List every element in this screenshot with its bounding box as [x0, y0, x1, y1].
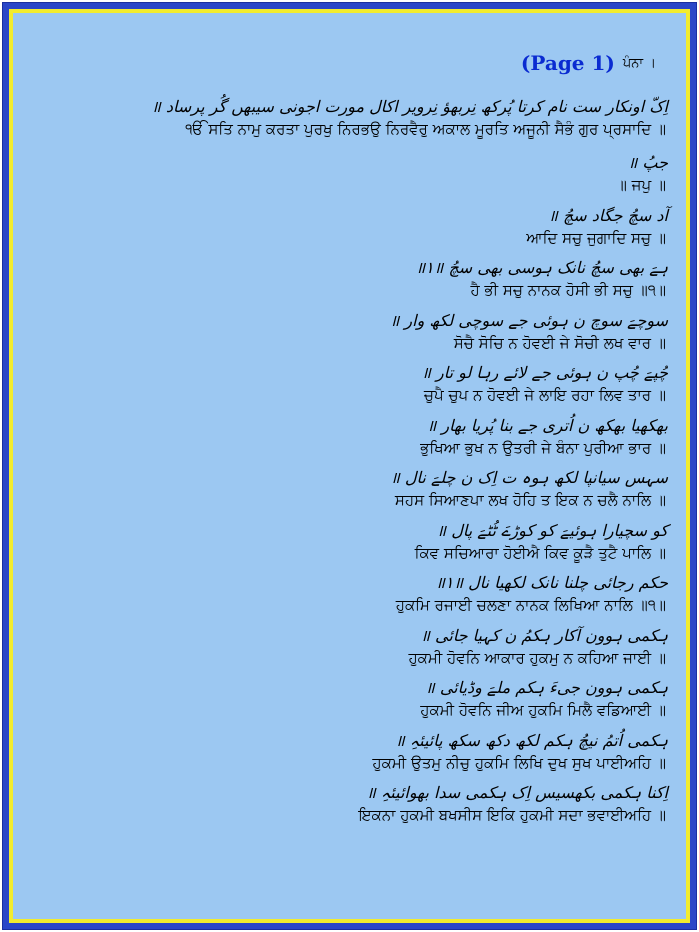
gurmukhi-line: ੴ ਸਤਿ ਨਾਮੁ ਕਰਤਾ ਪੁਰਖੁ ਨਿਰਭਉ ਨਿਰਵੈਰੁ ਅਕਾਲ ਮੂਰਤਿ ਅਜੂਨੀ ਸੈਭੰ ਗੁਰ ਪ੍ਰਸਾਦਿ ॥	[185, 120, 666, 138]
text-panel	[13, 13, 686, 919]
verse-block	[93, 727, 668, 780]
verse-block	[93, 674, 668, 727]
verse-block	[93, 359, 668, 412]
shahmukhi-line: بھکھیا بھکھ ن اُتری جے بنا پُریا بھار ॥	[426, 415, 668, 435]
gurmukhi-line: ਆਦਿ ਸਚੁ ਜੁਗਾਦਿ ਸਚੁ ॥	[526, 228, 666, 247]
shahmukhi-line: جپُ ॥	[627, 153, 668, 172]
verse-block	[93, 622, 668, 675]
shahmukhi-line: ہکمی ہوون آکار ہکمُ ن کہیا جائی ॥	[420, 625, 668, 645]
shahmukhi-line: اِکنا ہکمی بکھسیس اِک ہکمی سدا بھوائیئہِ ॥	[366, 783, 668, 802]
gurmukhi-line: ਹੁਕਮੀ ਹੋਵਨਿ ਆਕਾਰ ਹੁਕਮੁ ਨ ਕਹਿਆ ਜਾਈ ॥	[408, 648, 666, 667]
shahmukhi-line: اِکّ اونکار ست نام کرتا پُرکھ نِربھؤ نِرویر اکال مورت اجونی سیبھں گُر پرساد ॥	[151, 97, 668, 116]
shahmukhi-line: ہکمی ہوون جیءَ ہکم ملےَ وڈیائی ॥	[425, 678, 668, 697]
verse-block	[93, 149, 668, 202]
page-header	[521, 51, 656, 75]
shahmukhi-line: حکم رجائی چلنا نانک لکھیا نال ॥۱॥	[435, 573, 668, 592]
shahmukhi-line: آد سچُ جگاد سچُ ॥	[548, 205, 668, 225]
verse-block	[93, 779, 668, 832]
page-frame	[2, 2, 697, 930]
gurmukhi-line: ਹੁਕਮੀ ਉਤਮੁ ਨੀਚੁ ਹੁਕਮਿ ਲਿਖਿ ਦੁਖ ਸੁਖ ਪਾਈਅਹਿ ॥	[372, 753, 666, 772]
gurmukhi-line: ਹੁਕਮੀ ਹੋਵਨਿ ਜੀਅ ਹੁਕਮਿ ਮਿਲੈ ਵਡਿਆਈ ॥	[420, 701, 666, 719]
shahmukhi-line: سوچےَ سوچ ن ہوئی جے سوچی لکھ وار ॥	[389, 310, 668, 330]
verse-block	[93, 412, 668, 465]
yellow-border	[9, 9, 690, 923]
verse-list	[93, 91, 668, 832]
verse-block	[93, 202, 668, 255]
verse-block	[93, 254, 668, 307]
shahmukhi-line: ہکمی اُتمُ نیچُ ہکم لکھ دکھ سکھ پائیئہِ ॥	[395, 730, 668, 750]
gurmukhi-line: ਇਕਨਾ ਹੁਕਮੀ ਬਖਸੀਸ ਇਕਿ ਹੁਕਮੀ ਸਦਾ ਭਵਾਈਅਹਿ ॥	[358, 806, 666, 824]
gurmukhi-line: ਹੈ ਭੀ ਸਚੁ ਨਾਨਕ ਹੋਸੀ ਭੀ ਸਚੁ ॥੧॥	[470, 281, 666, 299]
verse-block	[93, 569, 668, 622]
shahmukhi-line: کو سچیارا ہوئیےَ کو کوڑےَ ٹُٹےَ پال ॥	[436, 520, 668, 540]
verse-block	[93, 307, 668, 360]
gurmukhi-line: ਸਹਸ ਸਿਆਣਪਾ ਲਖ ਹੋਹਿ ਤ ਇਕ ਨ ਚਲੈ ਨਾਲਿ ॥	[394, 491, 666, 509]
verse-block	[93, 91, 668, 149]
page-label-gurmukhi: ਪੰਨਾ ।	[622, 55, 656, 71]
shahmukhi-line: چُپےَ چُپ ن ہوئی جے لائے رہا لو تار ॥	[421, 363, 668, 382]
verse-block	[93, 517, 668, 570]
gurmukhi-line: ਹੁਕਮਿ ਰਜਾਈ ਚਲਣਾ ਨਾਨਕ ਲਿਖਿਆ ਨਾਲਿ ॥੧॥	[395, 596, 666, 614]
verse-block	[93, 464, 668, 517]
page-label: (Page 1)	[520, 51, 615, 75]
shahmukhi-line: ہےَ بھی سچُ نانک ہوسی بھی سچُ ॥۱॥	[415, 258, 668, 277]
gurmukhi-line: ਭੁਖਿਆ ਭੁਖ ਨ ਉਤਰੀ ਜੇ ਬੰਨਾ ਪੁਰੀਆ ਭਾਰ ॥	[420, 438, 666, 457]
gurmukhi-line: ਕਿਵ ਸਚਿਆਰਾ ਹੋਈਐ ਕਿਵ ਕੂੜੈ ਤੁਟੈ ਪਾਲਿ ॥	[414, 543, 666, 562]
gurmukhi-line: ॥ ਜਪੁ ॥	[616, 176, 666, 194]
gurmukhi-line: ਚੁਪੈ ਚੁਪ ਨ ਹੋਵਈ ਜੇ ਲਾਇ ਰਹਾ ਲਿਵ ਤਾਰ ॥	[423, 386, 666, 404]
shahmukhi-line: سہس سیانپا لکھ ہوہ ت اِک ن چلےَ نال ॥	[390, 468, 668, 487]
gurmukhi-line: ਸੋਚੈ ਸੋਚਿ ਨ ਹੋਵਈ ਜੇ ਸੋਚੀ ਲਖ ਵਾਰ ॥	[453, 333, 666, 352]
